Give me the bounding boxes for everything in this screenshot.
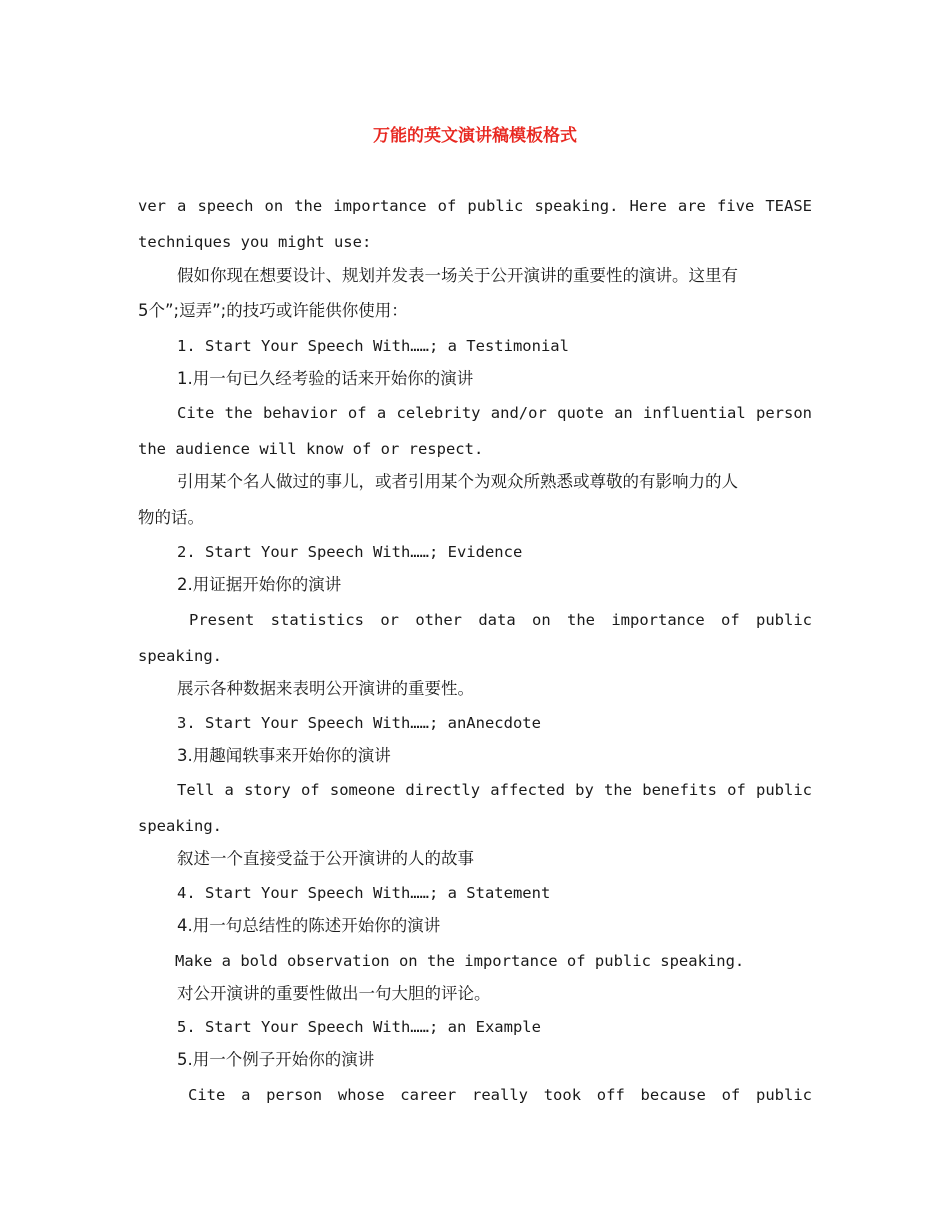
paragraph-line: 假如你现在想要设计、规划并发表一场关于公开演讲的重要性的演讲。这里有: [177, 266, 738, 285]
section-heading-en: 2. Start Your Speech With……; Evidence: [177, 543, 523, 561]
section-heading-zh: 5.用一个例子开始你的演讲: [177, 1050, 375, 1069]
section-heading-en: 1. Start Your Speech With……; a Testimonial: [177, 337, 569, 355]
section-heading-zh: 1.用一句已久经考验的话来开始你的演讲: [177, 369, 474, 388]
paragraph-line: Cite the behavior of a celebrity and/or quote an influential person: [177, 404, 812, 422]
paragraph-line: speaking.: [138, 817, 222, 835]
paragraph-line: Cite a person whose career really took off because of public: [188, 1086, 812, 1104]
paragraph-line: speaking.: [138, 647, 222, 665]
section-heading-zh: 2.用证据开始你的演讲: [177, 575, 342, 594]
paragraph-line: 展示各种数据来表明公开演讲的重要性。: [177, 679, 474, 698]
section-heading-en: 5. Start Your Speech With……; an Example: [177, 1018, 541, 1036]
paragraph-line: 物的话。: [138, 508, 204, 527]
paragraph-line: ver a speech on the importance of public speaking. Here are five TEASE: [138, 197, 812, 215]
paragraph-line: techniques you might use:: [138, 233, 372, 251]
section-heading-en: 4. Start Your Speech With……; a Statement: [177, 884, 551, 902]
document-title: 万能的英文演讲稿模板格式: [373, 126, 577, 146]
paragraph-line: Tell a story of someone directly affected by the benefits of public: [177, 781, 812, 799]
paragraph-line: 引用某个名人做过的事儿，或者引用某个为观众所熟悉或尊敬的有影响力的人: [177, 472, 738, 491]
section-heading-en: 3. Start Your Speech With……; anAnecdote: [177, 714, 541, 732]
paragraph-line: 叙述一个直接受益于公开演讲的人的故事: [177, 849, 474, 868]
paragraph-line: 5个”;逗弄”;的技巧或许能供你使用：: [138, 301, 408, 320]
section-heading-zh: 3.用趣闻轶事来开始你的演讲: [177, 746, 391, 765]
paragraph-line: the audience will know of or respect.: [138, 440, 484, 458]
paragraph-line: Make a bold observation on the importance of public speaking.: [175, 952, 745, 970]
section-heading-zh: 4.用一句总结性的陈述开始你的演讲: [177, 916, 441, 935]
paragraph-line: 对公开演讲的重要性做出一句大胆的评论。: [177, 984, 491, 1003]
paragraph-line: Present statistics or other data on the importance of public: [189, 611, 812, 629]
